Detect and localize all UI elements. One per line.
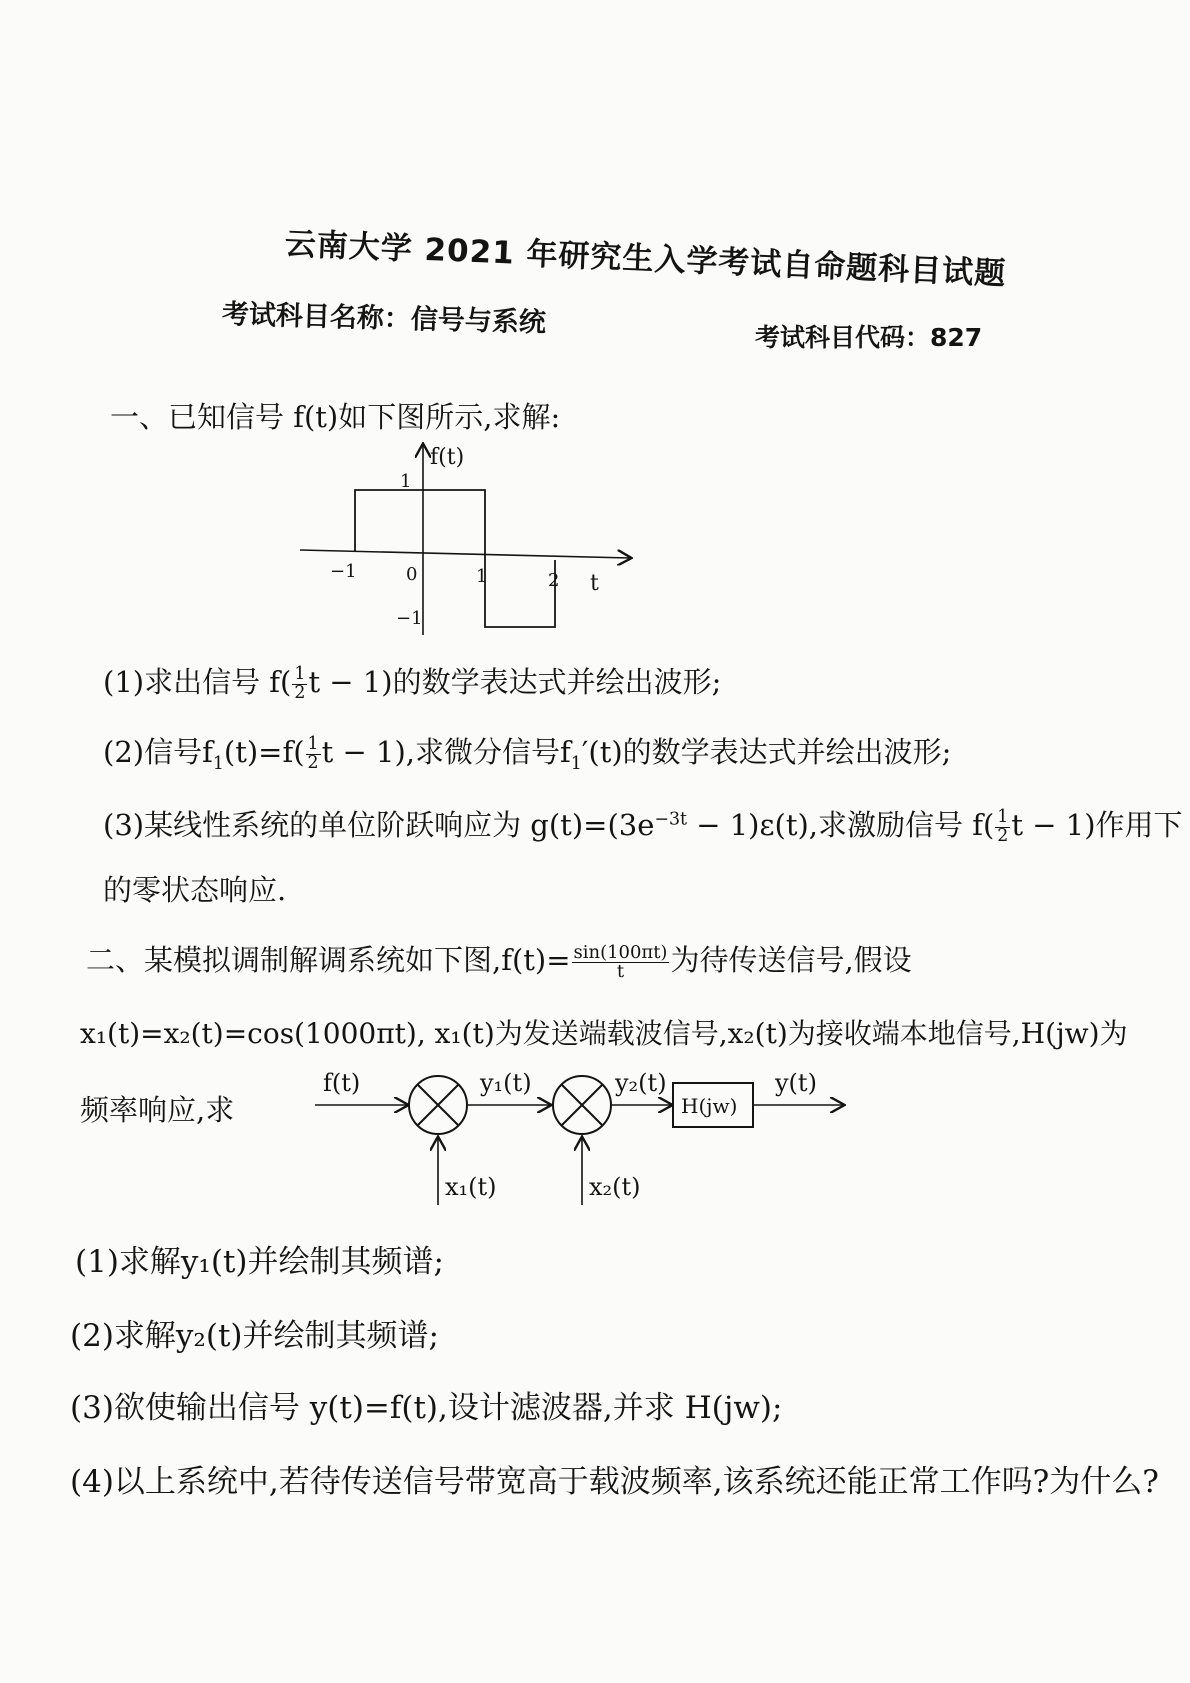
question-2-line-3: 频率响应,求 xyxy=(80,1093,235,1127)
tick-one: 1 xyxy=(476,566,488,587)
subject-name: 考试科目名称：信号与系统 xyxy=(221,299,547,339)
fraction-signal: $\frac{\sin(100\pi t)}{t}$ xyxy=(573,941,668,982)
modulation-block-diagram xyxy=(315,1055,855,1215)
question-1-part-3-cont: 的零状态响应. xyxy=(103,873,287,907)
tick-y-one: 1 xyxy=(400,471,412,492)
tick-two: 2 xyxy=(548,570,560,591)
fraction-half: $\frac{1}{2}$ xyxy=(294,664,306,703)
subject-code: 考试科目代码：827 xyxy=(755,323,983,352)
multiplier-2-icon xyxy=(553,1076,611,1134)
multiplier-1-icon xyxy=(409,1076,467,1134)
x-axis xyxy=(300,550,630,558)
signal-graph xyxy=(300,440,640,640)
input-label: f(t) xyxy=(323,1069,361,1097)
question-2-line-2: x₁(t)=x₂(t)=cos(1000πt), x₁(t)为发送端载波信号,x₂(t)为接收端本地信号,H(jw)为 xyxy=(80,1017,1128,1050)
y1-label: y₁(t) xyxy=(480,1069,532,1097)
exam-title: 云南大学 2021 年研究生入学考试自命题科目试题 xyxy=(284,226,1007,293)
fraction-half: $\frac{1}{2}$ xyxy=(307,734,319,773)
question-1-part-3: (3)某线性系统的单位阶跃响应为 $g(t)=(3e^{-3t} - 1)\varepsilon(t)$,求激励信号 f( $\frac{1}{2}$ t − 1)作用下 xyxy=(103,807,1183,846)
carrier-x1-label: x₁(t) xyxy=(445,1173,497,1201)
question-1-part-2: (2)信号$f_1(t)=f$( $\frac{1}{2}$ t − 1),求微分信号$f_1'(t)$的数学表达式并绘出波形; xyxy=(103,734,952,774)
tick-y-neg1: −1 xyxy=(396,608,423,629)
tick-zero: 0 xyxy=(406,564,418,585)
x-axis-label: t xyxy=(590,571,599,596)
tick-neg1: −1 xyxy=(330,561,357,582)
output-label: y(t) xyxy=(775,1069,817,1097)
filter-label: H(jw) xyxy=(681,1094,738,1118)
question-2-prompt: 二、某模拟调制解调系统如下图,f(t)= $\frac{\sin(100\pi t)}{t}$ 为待传送信号,假设 xyxy=(86,941,912,982)
question-2-part-4: (4)以上系统中,若待传送信号带宽高于载波频率,该系统还能正常工作吗?为什么? xyxy=(70,1464,1159,1500)
question-1-prompt: 一、已知信号 f(t)如下图所示,求解: xyxy=(110,400,561,434)
question-2-part-1: (1)求解y₁(t)并绘制其频谱; xyxy=(75,1244,444,1280)
y-axis-label: f(t) xyxy=(430,445,465,470)
y2-label: y₂(t) xyxy=(615,1069,667,1097)
carrier-x2-label: x₂(t) xyxy=(589,1173,641,1201)
question-2-part-2: (2)求解y₂(t)并绘制其频谱; xyxy=(70,1318,439,1354)
question-2-part-3: (3)欲使输出信号 y(t)=f(t),设计滤波器,并求 H(jw); xyxy=(70,1390,783,1426)
waveform xyxy=(355,490,555,627)
question-1-part-1: (1)求出信号 f( $\frac{1}{2}$ t − 1)的数学表达式并绘出波形; xyxy=(103,664,722,703)
fraction-half: $\frac{1}{2}$ xyxy=(997,807,1009,846)
